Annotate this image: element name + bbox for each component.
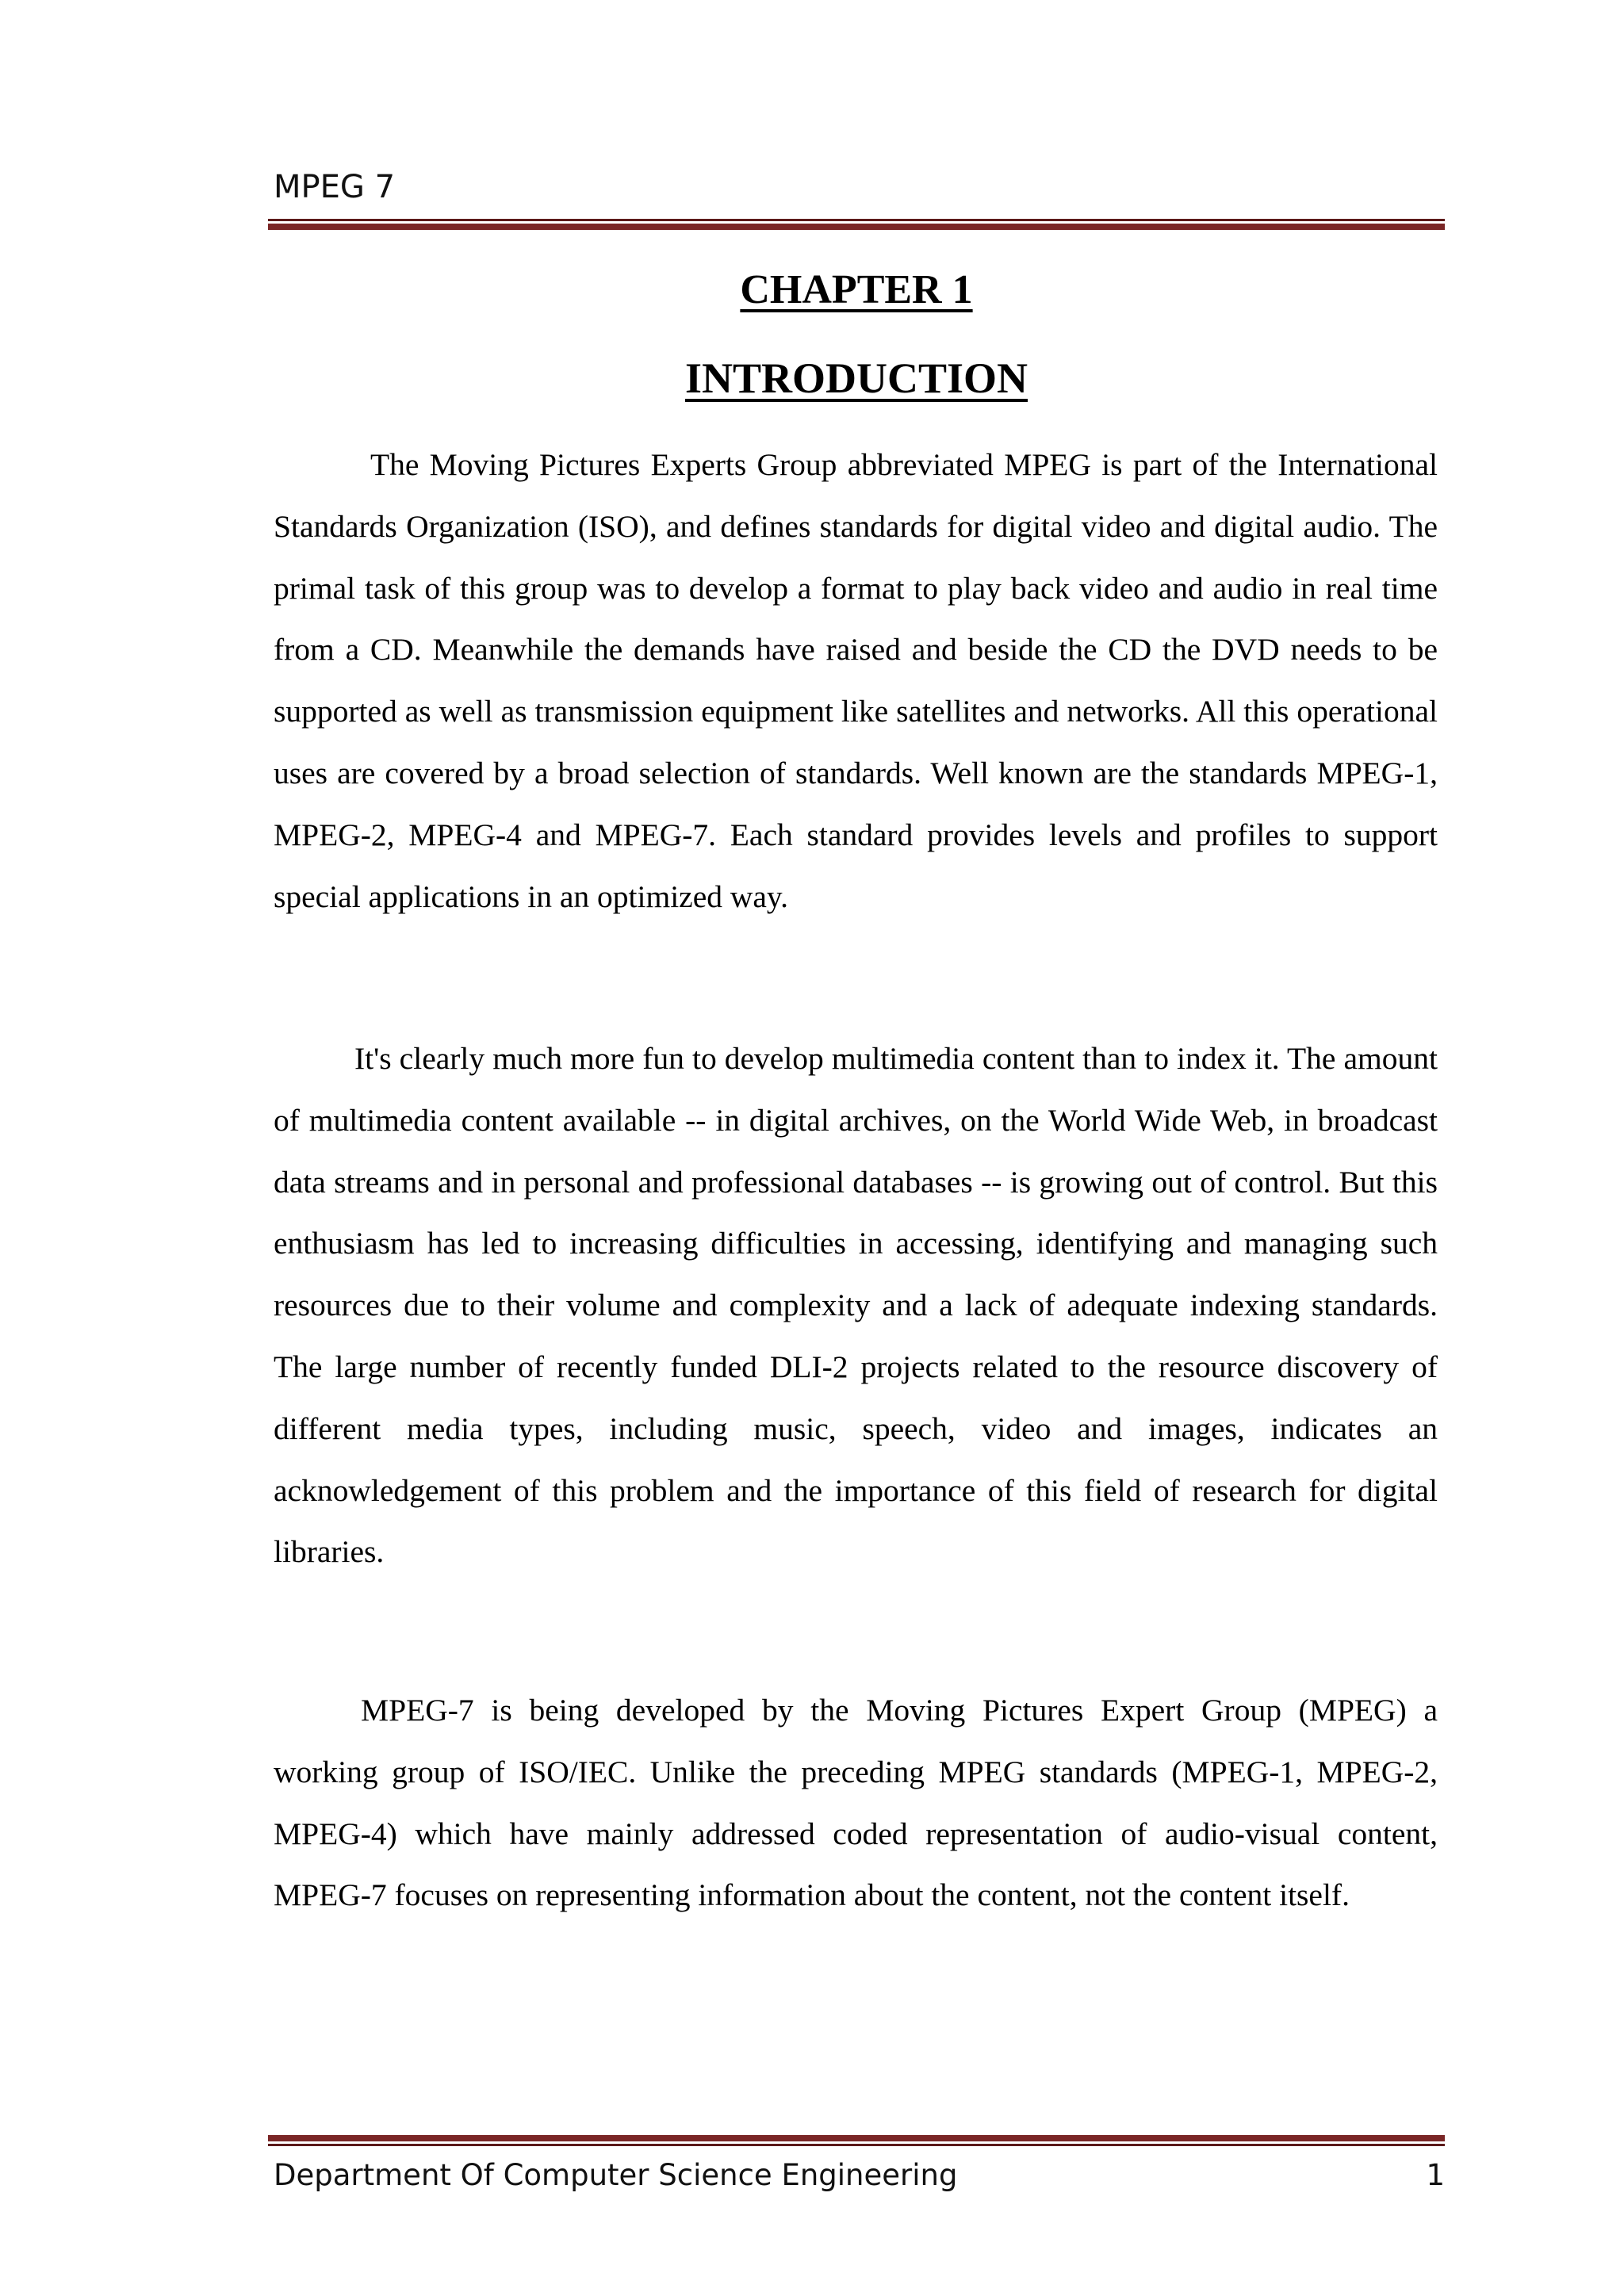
body-paragraph: The Moving Pictures Experts Group abbreviated MPEG is part of the International Standards Organization (ISO), and defines standards for digital video and digital audio. The primal task of this group was to develop a format to play back video and audio in real time from a CD. Meanwhile the demands have raised and beside the CD the DVD needs to be supported as well as transmission equipment like satellites and networks. All this operational uses are covered by a broad selection of standards. Well known are the standards MPEG-1, MPEG-2, MPEG-4 and MPEG-7. Each standard provides levels and profiles to support special applications in an optimized way. xyxy=(274,447,1438,914)
footer-rule xyxy=(268,2135,1445,2146)
chapter-label: CHAPTER 1 xyxy=(740,267,973,312)
footer-department: Department Of Computer Science Engineering xyxy=(274,2158,958,2192)
running-header-title: MPEG 7 xyxy=(274,169,396,205)
body-paragraph: MPEG-7 is being developed by the Moving Pictures Expert Group (MPEG) a working group of ISO/IEC. Unlike the preceding MPEG standards (MPEG-1, MPEG-2, MPEG-4) which have mainly addressed coded representation of audio-visual content, MPEG-7 focuses on representing information about the content, not the content itself. xyxy=(274,1693,1438,1913)
page-number: 1 xyxy=(1426,2158,1445,2192)
header-rule xyxy=(268,219,1445,230)
body-paragraph: It's clearly much more fun to develop multimedia content than to index it. The amount of multimedia content available -- in digital archives, on the World Wide Web, in broadcast data streams and in personal and professional databases -- is growing out of control. But this enthusiasm has led to increasing difficulties in accessing, identifying and managing such resources due to their volume and complexity and a lack of adequate indexing standards. The large number of recently funded DLI-2 projects related to the resource discovery of different media types, including music, speech, video and images, indicates an acknowledgement of this problem and the importance of this field of research for digital libraries. xyxy=(274,1041,1438,1570)
chapter-title: INTRODUCTION xyxy=(684,354,1028,402)
